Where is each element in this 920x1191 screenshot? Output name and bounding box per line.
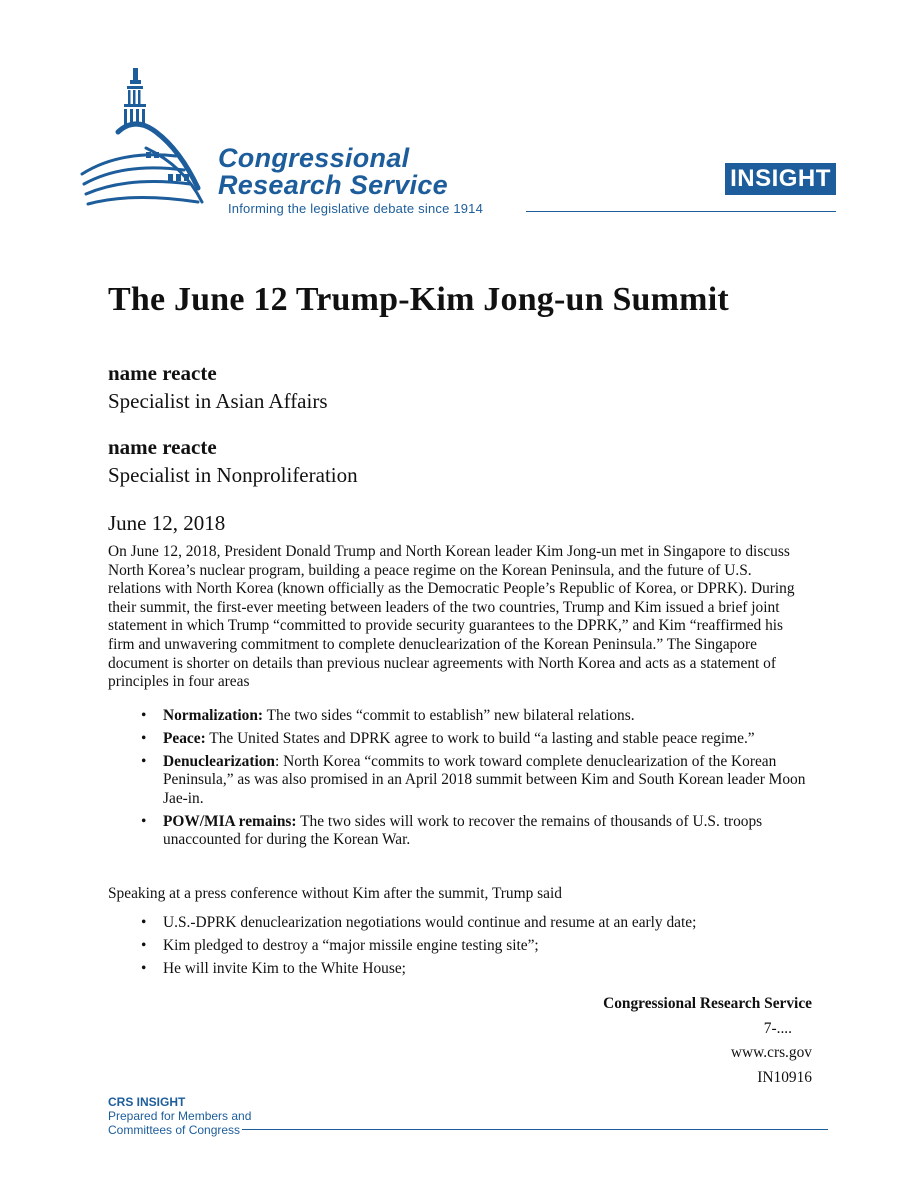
logo-wordmark-line1: Congressional [218,143,410,173]
item-text: U.S.-DPRK denuclearization negotiations would continue and resume at an early date; [163,914,697,931]
list-item [108,937,808,956]
item-text: Kim pledged to destroy a “major missile engine testing site”; [163,936,539,954]
footer [108,1095,251,1137]
list-item [108,707,808,726]
item-term: Peace: [163,729,206,747]
crs-report-id: IN10916 [757,1068,812,1086]
item-term: POW/MIA remains: [163,812,297,830]
item-text: The two sides “commit to establish” new bilateral relations. [263,707,635,724]
logo-wordmark-line2: Research Service [218,170,448,200]
list-item [108,914,808,933]
item-text: He will invite Kim to the White House; [163,959,406,977]
item-text: The United States and DPRK agree to work to build “a lasting and stable peace regime.” [205,729,755,747]
item-term: Denuclearization [163,752,275,770]
bullet-icon: • [141,729,147,747]
footer-title: CRS INSIGHT [108,1095,186,1109]
footer-line: Committees of Congress [108,1123,241,1137]
press-list [108,914,808,983]
intro-paragraph: On June 12, 2018, President Donald Trump and North Korean leader Kim Jong-un met in Singapore to discuss North Korea’s nuclear program, building a peace regime on the Korean Peninsula, and the future of U.S. relations with North Korea (known officially as the Democratic People’s Republic of Korea, or DPRK). During their summit, the first-ever meeting between leaders of the two countries, Trump and Kim issued a brief joint statement in which Trump “committed to provide security guarantees to the DPRK,” and Kim “reaffirmed his firm and unwavering commitment to complete denuclearization of the Korean Peninsula.” The Singapore document is shorter on details than previous nuclear agreements with North Korea and acts as a statement of principles in four areas [108,543,795,691]
capitol-dome-icon [80,64,220,216]
principles-list [108,707,808,854]
press-intro: Speaking at a press conference without Kim after the summit, Trump said [108,885,562,902]
author-name: name reacte [108,435,217,459]
bullet-icon: • [141,936,147,954]
crs-name: Congressional Research Service [603,995,812,1012]
list-item [108,730,808,749]
crs-info-block [603,992,812,1090]
list-item [108,960,808,979]
bullet-icon: • [141,914,147,931]
crs-url[interactable]: www.crs.gov [730,1044,812,1061]
author-name: name reacte [108,361,217,385]
logo-tagline: Informing the legislative debate since 1914 [228,201,484,216]
item-text: : North Korea “commits to work toward complete denuclearization of the Korean Peninsula,” as was also promised in an April 2018 summit between Kim and South Korean leader Moon Jae-in. [163,752,806,807]
author-role: Specialist in Asian Affairs [108,389,328,413]
list-item [108,813,808,850]
insight-badge: INSIGHT [725,163,836,195]
publication-date: June 12, 2018 [108,511,226,535]
item-term: Normalization: [163,707,264,724]
bullet-icon: • [141,959,147,977]
item-text: The two sides will work to recover the remains of thousands of U.S. troops unaccounted for during the Korean War. [163,812,763,849]
crs-phone: 7-.... [763,1019,792,1037]
footer-rule [242,1129,828,1130]
list-item [108,753,808,809]
header-rule [526,211,836,212]
author-role: Specialist in Nonproliferation [108,463,358,487]
bullet-icon: • [141,812,147,830]
bullet-icon: • [141,752,147,770]
bullet-icon: • [141,707,147,724]
footer-line: Prepared for Members and [108,1109,252,1123]
page-title: The June 12 Trump-Kim Jong-un Summit [108,281,729,318]
